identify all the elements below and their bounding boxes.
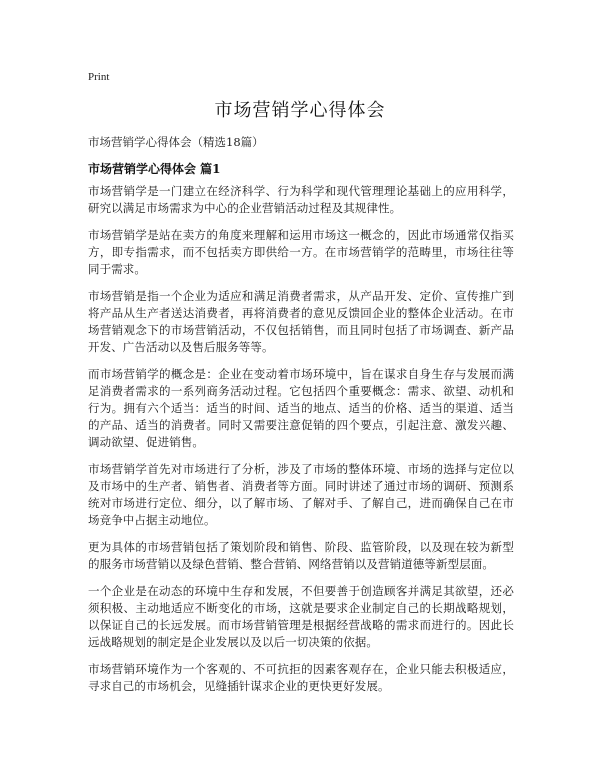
paragraph-6: 更为具体的市场营销包括了策划阶段和销售、阶段、监管阶段，以及现在较为新型的服务市场营销以及绿色营销、整合营销、网络营销以及营销道德等新型层面。 xyxy=(88,540,514,571)
section-heading: 市场营销学心得体会 篇1 xyxy=(88,162,221,176)
paragraph-5: 市场营销学首先对市场进行了分析，涉及了市场的整体环境、市场的选择与定位以及市场中的生产者、销售者、消费者等方面。同时讲述了通过市场的调研、预测系统对市场进行定位、细分，以了解市场、了解对手、了解自己，进而确保自己在市场竞争中占据主动地位。 xyxy=(88,462,514,527)
document-title: 市场营销学心得体会 xyxy=(214,100,386,121)
paragraph-1: 市场营销学是一门建立在经济科学、行为科学和现代管理理论基础上的应用科学，研究以满足市场需求为中心的企业营销活动过程及其规律性。 xyxy=(88,184,514,215)
paragraph-8: 市场营销环境作为一个客观的、不可抗拒的因素客观存在，企业只能去积极适应，寻求自己的市场机会，见缝插针谋求企业的更快更好发展。 xyxy=(88,662,514,693)
print-label: Print xyxy=(88,71,110,83)
document-subtitle: 市场营销学心得体会（精选18篇） xyxy=(88,135,264,149)
body-text xyxy=(88,183,514,705)
paragraph-4: 而市场营销学的概念是：企业在变动着市场环境中，旨在谋求自身生存与发展而满足消费者需求的一系列商务活动过程。它包括四个重要概念：需求、欲望、动机和行为。拥有六个适当：适当的时间、适当的地点、适当的价格、适当的渠道、适当的产品、适当的消费者。同时又需要注意促销的四个要点，引起注意、激发兴趣、调动欲望、促进销售。 xyxy=(88,367,514,449)
paragraph-2: 市场营销学是站在卖方的角度来理解和运用市场这一概念的，因此市场通常仅指买方，即专指需求，而不包括卖方即供给一方。在市场营销学的范畴里，市场往往等同于需求。 xyxy=(88,228,514,276)
paragraph-7: 一个企业是在动态的环境中生存和发展，不但要善于创造顾客并满足其欲望，还必须积极、主动地适应不断变化的市场，这就是要求企业制定自己的长期战略规划，以保证自己的长远发展。而市场营销管理是根据经营战略的需求而进行的。因此长远战略规划的制定是企业发展以及以后一切决策的依据。 xyxy=(88,584,514,649)
paragraph-3: 市场营销是指一个企业为适应和满足消费者需求，从产品开发、定价、宣传推广到将产品从生产者送达消费者，再将消费者的意见反馈回企业的整体企业活动。在市场营销观念下的市场营销活动，不仅包括销售，而且同时包括了市场调查、新产品开发、广告活动以及售后服务等等。 xyxy=(88,289,514,354)
